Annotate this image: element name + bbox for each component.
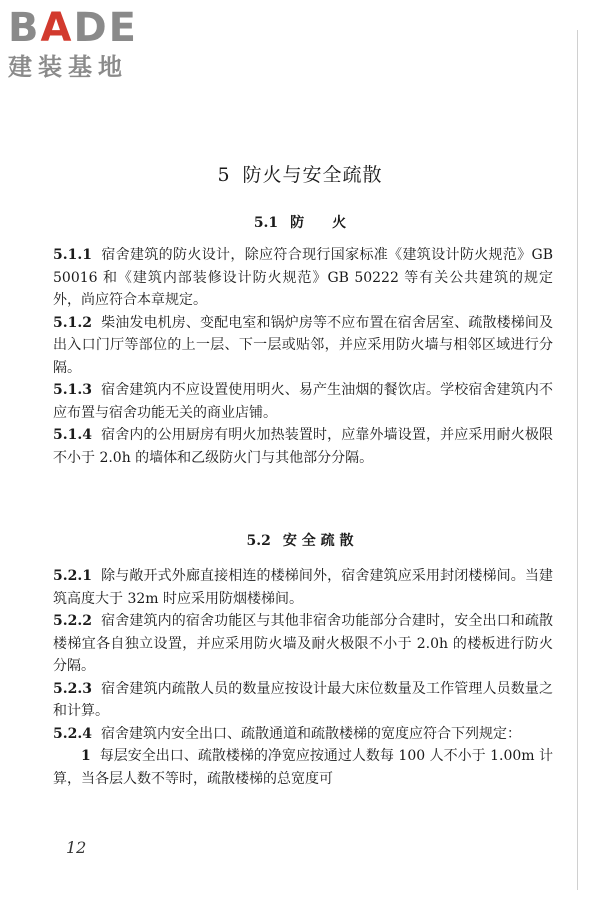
logo-subtitle: 建装基地: [8, 53, 128, 81]
section-5-2-body: [53, 565, 553, 790]
clause: 5.1.3 宿舍建筑内不应设置使用明火、易产生油烟的餐饮店。学校宿舍建筑内不应布置与宿舍功能无关的商业店铺。: [53, 382, 553, 421]
clause: 5.2.2 宿舍建筑内的宿舍功能区与其他非宿舍功能部分合建时，安全出口和疏散楼梯宜各自独立设置，并应采用防火墙及耐火极限不小于 2.0h 的楼板进行防火分隔。: [53, 613, 553, 674]
clause: 5.2.3 宿舍建筑内疏散人员的数量应按设计最大床位数量及工作管理人员数量之和计算。: [53, 680, 553, 719]
list-item: 1 每层安全出口、疏散楼梯的净宽应按通过人数每 100 人不小于 1.00m 计算，当各层人数不等时，疏散楼梯的总宽度可: [53, 748, 553, 787]
section-5-1-body: [53, 244, 553, 469]
chapter-number: 5: [217, 164, 231, 186]
clause: 5.1.4 宿舍内的公用厨房有明火加热装置时，应靠外墙设置，并应采用耐火极限不小于 2.0h 的墙体和乙级防火门与其他部分分隔。: [53, 427, 553, 466]
clause: 5.1.1 宿舍建筑的防火设计，除应符合现行国家标准《建筑设计防火规范》GB 50016 和《建筑内部装修设计防火规范》GB 50222 等有关公共建筑的规定外，尚应符合本章规定。: [53, 247, 553, 308]
section-heading: 5.2 安 全 疏 散: [246, 533, 354, 549]
chapter-title-text: 防火与安全疏散: [242, 164, 383, 186]
section-heading: 5.1 防 火: [253, 215, 347, 231]
logo: [8, 6, 138, 82]
clause: 5.1.2 柴油发电机房、变配电室和锅炉房等不应布置在宿舍居室、疏散楼梯间及出入口门厅等部位的上一层、下一层或贴邻，并应采用防火墙与相邻区域进行分隔。: [53, 314, 553, 376]
clause: 5.2.4 宿舍建筑内安全出口、疏散通道和疏散楼梯的宽度应符合下列规定：: [53, 725, 521, 742]
chapter-title: [0, 160, 600, 187]
logo-wordmark: BADE: [8, 5, 138, 51]
page-edge-divider: [577, 30, 578, 890]
page-number: 12: [66, 838, 87, 857]
clause: 5.2.1 除与敞开式外廊直接相连的楼梯间外，宿舍建筑应采用封闭楼梯间。当建筑高度大于 32m 时应采用防烟楼梯间。: [53, 568, 553, 607]
